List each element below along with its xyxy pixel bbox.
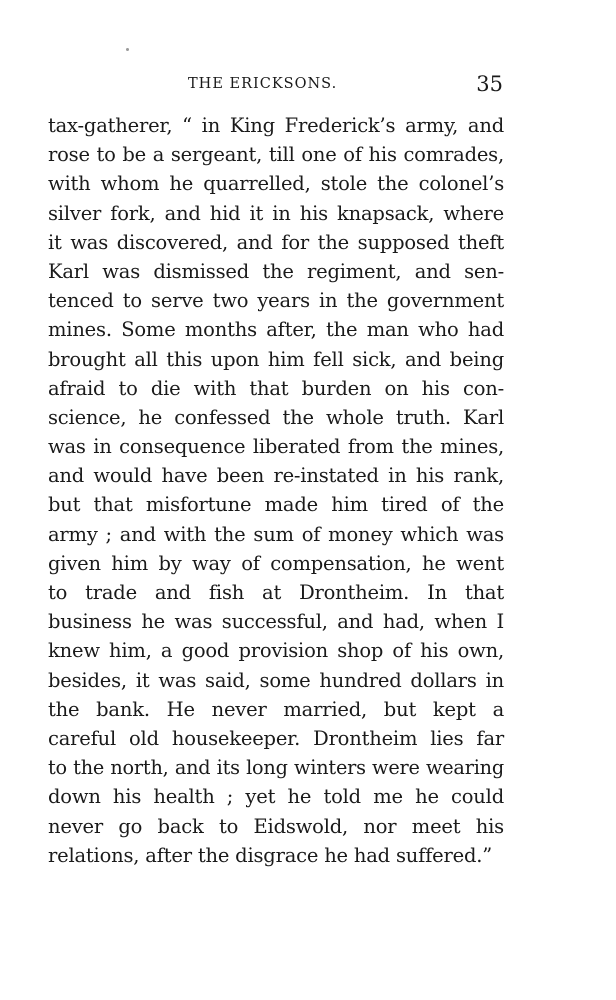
text-line: afraid to die with that burden on his con-: [48, 376, 504, 400]
body-text: [48, 111, 504, 901]
text-line: relations, after the disgrace he had suffered.”: [48, 843, 493, 867]
text-line: but that misfortune made him tired of the: [48, 493, 504, 517]
running-title: THE ERICKSONS.: [188, 76, 338, 92]
text-line: the bank. He never married, but kept a: [48, 697, 504, 721]
page-number: 35: [476, 72, 503, 96]
text-line: army ; and with the sum of money which was: [48, 522, 504, 546]
text-line: careful old housekeeper. Drontheim lies far: [48, 726, 504, 750]
text-line: given him by way of compensation, he went: [48, 551, 504, 575]
running-head: [48, 72, 503, 98]
text-line: brought all this upon him fell sick, and being: [48, 347, 504, 371]
print-speck: [126, 48, 129, 51]
text-line: with whom he quarrelled, stole the colonel’s: [48, 172, 504, 196]
text-line: silver fork, and hid it in his knapsack, where: [48, 201, 504, 225]
text-line: was in consequence liberated from the mines,: [48, 435, 504, 459]
text-line: business he was successful, and had, when I: [48, 610, 504, 634]
text-line: science, he confessed the whole truth. Karl: [48, 405, 504, 429]
text-line: down his health ; yet he told me he could: [48, 785, 504, 809]
text-line: never go back to Eidswold, nor meet his: [48, 814, 504, 838]
text-line: to the north, and its long winters were wearing: [48, 756, 504, 780]
text-line: knew him, a good provision shop of his own,: [48, 639, 504, 663]
text-line: tenced to serve two years in the government: [48, 289, 504, 313]
text-line: and would have been re-instated in his rank,: [48, 464, 504, 488]
text-line: rose to be a sergeant, till one of his comrades,: [48, 143, 504, 167]
text-line: to trade and fish at Drontheim. In that: [48, 581, 504, 604]
text-line: mines. Some months after, the man who had: [48, 318, 504, 342]
text-line: Karl was dismissed the regiment, and sen-: [48, 259, 504, 283]
text-line: besides, it was said, some hundred dollars in: [48, 668, 504, 692]
text-line: tax-gatherer, “ in King Frederick’s army, and: [48, 114, 504, 137]
text-line: it was discovered, and for the supposed theft: [48, 230, 504, 254]
